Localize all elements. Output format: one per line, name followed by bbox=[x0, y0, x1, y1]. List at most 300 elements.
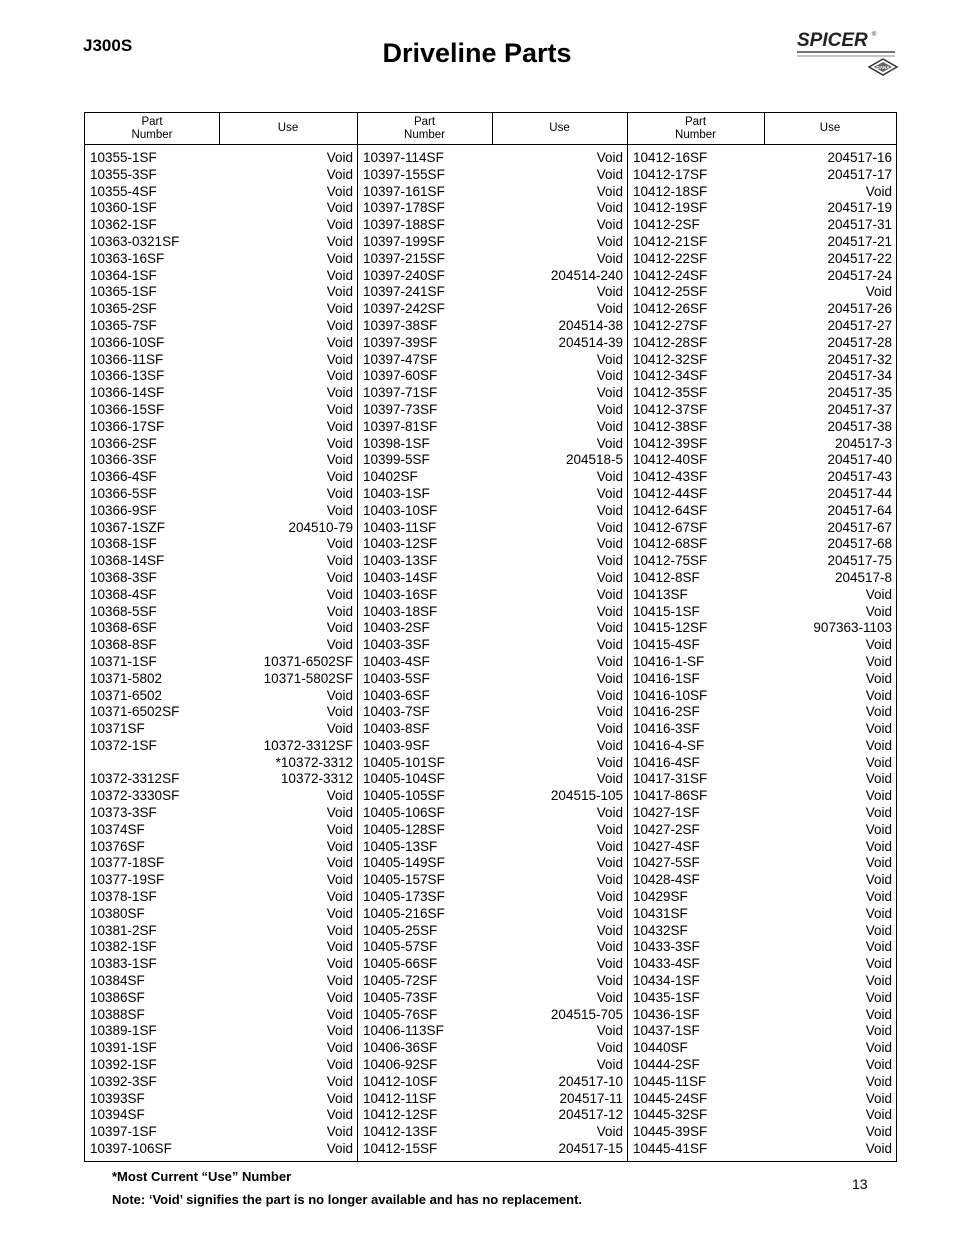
table-row bbox=[85, 1141, 357, 1158]
table-row bbox=[85, 956, 357, 973]
use-value: Void bbox=[326, 586, 353, 602]
part-number: 10413SF bbox=[633, 586, 688, 602]
column-divider bbox=[492, 113, 493, 144]
use-value: Void bbox=[326, 704, 353, 720]
use-value: Void bbox=[596, 418, 623, 434]
table-row bbox=[85, 352, 357, 369]
part-number: 10397-242SF bbox=[363, 301, 445, 317]
use-value: Void bbox=[596, 704, 623, 720]
part-number: 10412-28SF bbox=[633, 334, 708, 350]
part-number: 10405-72SF bbox=[363, 973, 438, 989]
part-number: 10368-5SF bbox=[90, 603, 157, 619]
table-row bbox=[628, 284, 896, 301]
part-number: 10412-26SF bbox=[633, 301, 708, 317]
part-number: 10412-43SF bbox=[633, 469, 708, 485]
table-row bbox=[628, 402, 896, 419]
table-row bbox=[85, 385, 357, 402]
table-row bbox=[628, 704, 896, 721]
part-number: 10403-5SF bbox=[363, 670, 430, 686]
use-value: Void bbox=[326, 485, 353, 501]
use-value: Void bbox=[865, 737, 892, 753]
part-number: 10403-1SF bbox=[363, 485, 430, 501]
table-row bbox=[358, 1124, 627, 1141]
part-number: 10405-216SF bbox=[363, 905, 445, 921]
part-number: 10405-106SF bbox=[363, 805, 445, 821]
use-value: Void bbox=[596, 233, 623, 249]
table-row bbox=[358, 419, 627, 436]
use-value: Void bbox=[596, 385, 623, 401]
table-row bbox=[85, 1040, 357, 1057]
use-value: Void bbox=[865, 872, 892, 888]
table-row bbox=[85, 570, 357, 587]
column-divider bbox=[219, 113, 220, 144]
table-row bbox=[628, 688, 896, 705]
use-value: Void bbox=[596, 586, 623, 602]
part-number: 10405-157SF bbox=[363, 872, 445, 888]
table-row bbox=[358, 738, 627, 755]
use-value: Void bbox=[865, 889, 892, 905]
use-value: 204517-11 bbox=[559, 1090, 623, 1106]
use-value: Void bbox=[326, 939, 353, 955]
part-number: 10405-105SF bbox=[363, 788, 445, 804]
use-value: Void bbox=[596, 351, 623, 367]
part-number: 10405-104SF bbox=[363, 771, 445, 787]
use-value: Void bbox=[596, 502, 623, 518]
table-row bbox=[85, 637, 357, 654]
table-row bbox=[358, 200, 627, 217]
table-row bbox=[85, 251, 357, 268]
table-row bbox=[628, 184, 896, 201]
table-row bbox=[358, 822, 627, 839]
table-row bbox=[358, 973, 627, 990]
part-number: 10397-188SF bbox=[363, 217, 445, 233]
part-number: 10412-22SF bbox=[633, 250, 708, 266]
table-row bbox=[628, 301, 896, 318]
part-number: 10381-2SF bbox=[90, 922, 157, 938]
part-number: 10397-38SF bbox=[363, 317, 438, 333]
part-number: 10403-18SF bbox=[363, 603, 438, 619]
table-row bbox=[358, 654, 627, 671]
part-number: 10445-41SF bbox=[633, 1141, 708, 1157]
part-number: 10403-6SF bbox=[363, 687, 430, 703]
part-number: 10412-19SF bbox=[633, 200, 708, 216]
part-number: 10397-215SF bbox=[363, 250, 445, 266]
table-row bbox=[628, 990, 896, 1007]
use-value: 204517-10 bbox=[558, 1073, 623, 1089]
part-number: 10445-32SF bbox=[633, 1107, 708, 1123]
part-number: 10403-14SF bbox=[363, 569, 438, 585]
part-number: 10374SF bbox=[90, 821, 145, 837]
use-value: 204518-5 bbox=[565, 452, 623, 468]
table-row bbox=[628, 721, 896, 738]
use-value: Void bbox=[326, 250, 353, 266]
use-value: Void bbox=[596, 687, 623, 703]
use-value: 907363-1103 bbox=[813, 620, 892, 636]
use-value: 204517-37 bbox=[827, 401, 892, 417]
table-row bbox=[358, 1141, 627, 1158]
table-row bbox=[358, 1107, 627, 1124]
table-row bbox=[85, 906, 357, 923]
parts-column-3 bbox=[628, 150, 896, 1158]
part-number: 10415-4SF bbox=[633, 637, 700, 653]
table-row bbox=[85, 771, 357, 788]
use-value: 204517-21 bbox=[827, 233, 892, 249]
part-number: 10412-35SF bbox=[633, 385, 708, 401]
table-row bbox=[85, 872, 357, 889]
use-value: Void bbox=[326, 1040, 353, 1056]
part-number: 10427-5SF bbox=[633, 855, 700, 871]
use-value: Void bbox=[596, 284, 623, 300]
use-value: Void bbox=[326, 872, 353, 888]
use-value: Void bbox=[596, 805, 623, 821]
part-number: 10366-10SF bbox=[90, 334, 165, 350]
part-number: 10372-1SF bbox=[90, 737, 157, 753]
use-value: Void bbox=[326, 385, 353, 401]
use-value: Void bbox=[596, 469, 623, 485]
use-value: Void bbox=[326, 435, 353, 451]
use-value: 204514-38 bbox=[558, 317, 623, 333]
part-number: 10402SF bbox=[363, 469, 418, 485]
page-title: Driveline Parts bbox=[382, 38, 572, 68]
part-number: 10372-3312SF bbox=[90, 771, 180, 787]
use-value: Void bbox=[326, 805, 353, 821]
use-value: 204514-240 bbox=[550, 267, 623, 283]
table-row bbox=[85, 923, 357, 940]
table-row bbox=[85, 1074, 357, 1091]
use-value: 204517-38 bbox=[827, 418, 892, 434]
part-number: 10366-9SF bbox=[90, 502, 157, 518]
part-number: 10412-15SF bbox=[363, 1141, 438, 1157]
table-row bbox=[85, 805, 357, 822]
part-number: 10389-1SF bbox=[90, 1023, 157, 1039]
use-value: Void bbox=[596, 838, 623, 854]
part-number: 10376SF bbox=[90, 838, 145, 854]
use-value: Void bbox=[865, 973, 892, 989]
table-row bbox=[628, 923, 896, 940]
use-value: Void bbox=[865, 586, 892, 602]
table-row bbox=[358, 1023, 627, 1040]
header-use: Use bbox=[549, 122, 570, 134]
use-value: 10372-3312 bbox=[280, 771, 353, 787]
table-row bbox=[358, 352, 627, 369]
part-number: 10368-6SF bbox=[90, 620, 157, 636]
table-row bbox=[628, 654, 896, 671]
use-value: Void bbox=[865, 721, 892, 737]
table-row bbox=[85, 268, 357, 285]
table-row bbox=[628, 604, 896, 621]
table-row bbox=[85, 436, 357, 453]
part-number: 10432SF bbox=[633, 922, 688, 938]
use-value: Void bbox=[326, 536, 353, 552]
use-value: Void bbox=[326, 233, 353, 249]
part-number: 10427-4SF bbox=[633, 838, 700, 854]
part-number: 10397-199SF bbox=[363, 233, 445, 249]
part-number: 10412-8SF bbox=[633, 569, 700, 585]
use-value: 204517-35 bbox=[827, 385, 892, 401]
use-value: Void bbox=[326, 855, 353, 871]
table-row bbox=[85, 755, 357, 772]
table-row bbox=[85, 368, 357, 385]
part-number: 10388SF bbox=[90, 1006, 145, 1022]
part-number: 10406-36SF bbox=[363, 1040, 438, 1056]
table-row bbox=[628, 452, 896, 469]
use-value: Void bbox=[326, 418, 353, 434]
table-row bbox=[628, 755, 896, 772]
part-number: 10406-113SF bbox=[363, 1023, 444, 1039]
table-row bbox=[85, 469, 357, 486]
table-row bbox=[85, 1057, 357, 1074]
use-value: Void bbox=[326, 301, 353, 317]
part-number: 10397-73SF bbox=[363, 401, 438, 417]
table-row bbox=[628, 503, 896, 520]
part-number: 10365-2SF bbox=[90, 301, 157, 317]
use-value: Void bbox=[596, 973, 623, 989]
table-row bbox=[358, 469, 627, 486]
use-value: Void bbox=[326, 183, 353, 199]
table-row bbox=[85, 200, 357, 217]
part-number: 10403-9SF bbox=[363, 737, 430, 753]
table-row bbox=[358, 553, 627, 570]
use-value: 204517-8 bbox=[834, 569, 892, 585]
use-value: Void bbox=[326, 569, 353, 585]
part-number: 10412-16SF bbox=[633, 150, 708, 165]
use-value: Void bbox=[596, 1040, 623, 1056]
use-value: Void bbox=[326, 401, 353, 417]
use-value: Void bbox=[865, 838, 892, 854]
use-value: 204517-24 bbox=[827, 267, 892, 283]
table-row bbox=[628, 872, 896, 889]
use-value: Void bbox=[865, 939, 892, 955]
use-value: Void bbox=[326, 905, 353, 921]
use-value: Void bbox=[596, 301, 623, 317]
part-number: 10397-155SF bbox=[363, 166, 445, 182]
table-row bbox=[628, 200, 896, 217]
use-value: Void bbox=[326, 1090, 353, 1106]
table-row bbox=[85, 452, 357, 469]
use-value: Void bbox=[596, 150, 623, 165]
use-value: 204517-16 bbox=[827, 150, 892, 165]
use-value: Void bbox=[596, 771, 623, 787]
parts-table bbox=[84, 112, 897, 1162]
footnote-current-use: *Most Current “Use” Number bbox=[112, 1169, 292, 1184]
table-row bbox=[628, 1107, 896, 1124]
table-row bbox=[628, 839, 896, 856]
use-value: Void bbox=[326, 788, 353, 804]
table-row bbox=[85, 688, 357, 705]
use-value: 204515-105 bbox=[550, 788, 623, 804]
part-number: 10415-1SF bbox=[633, 603, 700, 619]
use-value: Void bbox=[865, 603, 892, 619]
part-number: 10405-128SF bbox=[363, 821, 445, 837]
part-number: 10416-3SF bbox=[633, 721, 700, 737]
part-number: 10364-1SF bbox=[90, 267, 157, 283]
use-value: Void bbox=[326, 553, 353, 569]
use-value: Void bbox=[596, 183, 623, 199]
table-row bbox=[628, 368, 896, 385]
table-row bbox=[358, 923, 627, 940]
part-number: 10378-1SF bbox=[90, 889, 157, 905]
part-number: 10366-2SF bbox=[90, 435, 157, 451]
table-row bbox=[628, 906, 896, 923]
table-row bbox=[85, 150, 357, 167]
table-row bbox=[628, 1040, 896, 1057]
table-row bbox=[358, 503, 627, 520]
part-number: 10366-4SF bbox=[90, 469, 157, 485]
svg-text:SPICER: SPICER bbox=[797, 30, 868, 51]
part-number: 10427-2SF bbox=[633, 821, 700, 837]
use-value: Void bbox=[865, 922, 892, 938]
table-row bbox=[628, 536, 896, 553]
part-number: 10403-13SF bbox=[363, 553, 438, 569]
table-row bbox=[85, 788, 357, 805]
table-row bbox=[358, 318, 627, 335]
table-row bbox=[628, 1124, 896, 1141]
use-value: 204510-79 bbox=[288, 519, 353, 535]
table-row bbox=[85, 536, 357, 553]
use-value: 204515-705 bbox=[550, 1006, 623, 1022]
table-row bbox=[358, 855, 627, 872]
table-row bbox=[628, 385, 896, 402]
part-number: 10412-25SF bbox=[633, 284, 708, 300]
table-row bbox=[628, 771, 896, 788]
header-part-number: Part Number bbox=[131, 115, 173, 141]
svg-text:®: ® bbox=[872, 32, 877, 38]
table-row bbox=[85, 939, 357, 956]
table-row bbox=[358, 872, 627, 889]
table-row bbox=[628, 419, 896, 436]
catalog-code: J300S bbox=[83, 36, 133, 55]
use-value: Void bbox=[326, 1073, 353, 1089]
use-value: Void bbox=[596, 872, 623, 888]
use-value: Void bbox=[865, 1006, 892, 1022]
table-row bbox=[628, 436, 896, 453]
table-row bbox=[358, 284, 627, 301]
table-header bbox=[85, 113, 896, 145]
use-value: 204517-26 bbox=[827, 301, 892, 317]
part-number: 10397-1SF bbox=[90, 1124, 157, 1140]
use-value: Void bbox=[596, 989, 623, 1005]
use-value: Void bbox=[596, 536, 623, 552]
part-number: 10431SF bbox=[633, 905, 688, 921]
table-row bbox=[85, 822, 357, 839]
part-number: 10405-57SF bbox=[363, 939, 438, 955]
part-number: 10403-10SF bbox=[363, 502, 438, 518]
table-row bbox=[628, 234, 896, 251]
use-value: *10372-3312 bbox=[275, 754, 353, 770]
part-number: 10397-71SF bbox=[363, 385, 438, 401]
part-number: 10392-3SF bbox=[90, 1073, 157, 1089]
table-row bbox=[358, 604, 627, 621]
table-row bbox=[628, 1091, 896, 1108]
part-number: 10440SF bbox=[633, 1040, 688, 1056]
part-number: 10412-68SF bbox=[633, 536, 708, 552]
part-number: 10362-1SF bbox=[90, 217, 157, 233]
table-row bbox=[628, 520, 896, 537]
use-value: 10371-6502SF bbox=[263, 653, 353, 669]
use-value: Void bbox=[596, 217, 623, 233]
use-value: Void bbox=[326, 1057, 353, 1073]
part-number: 10366-5SF bbox=[90, 485, 157, 501]
part-number: 10355-3SF bbox=[90, 166, 157, 182]
part-number: 10368-3SF bbox=[90, 569, 157, 585]
part-number: 10371-6502SF bbox=[90, 704, 180, 720]
svg-text:DANA: DANA bbox=[876, 64, 890, 70]
part-number: 10392-1SF bbox=[90, 1057, 157, 1073]
part-number: 10363-16SF bbox=[90, 250, 165, 266]
part-number: 10445-11SF bbox=[633, 1073, 707, 1089]
part-number: 10417-31SF bbox=[633, 771, 708, 787]
table-row bbox=[628, 788, 896, 805]
use-value: Void bbox=[326, 956, 353, 972]
use-value: Void bbox=[326, 620, 353, 636]
use-value: Void bbox=[596, 956, 623, 972]
table-row bbox=[628, 217, 896, 234]
part-number: 10412-11SF bbox=[363, 1090, 437, 1106]
table-row bbox=[85, 318, 357, 335]
part-number: 10412-32SF bbox=[633, 351, 708, 367]
part-number: 10397-161SF bbox=[363, 183, 445, 199]
use-value: Void bbox=[596, 569, 623, 585]
part-number: 10365-1SF bbox=[90, 284, 157, 300]
use-value: 204517-15 bbox=[558, 1141, 623, 1157]
use-value: Void bbox=[326, 150, 353, 165]
use-value: 204517-64 bbox=[827, 502, 892, 518]
use-value: Void bbox=[596, 721, 623, 737]
part-number: 10394SF bbox=[90, 1107, 145, 1123]
use-value: Void bbox=[865, 1057, 892, 1073]
use-value: Void bbox=[865, 653, 892, 669]
use-value: Void bbox=[326, 469, 353, 485]
part-number: 10412-24SF bbox=[633, 267, 708, 283]
table-row bbox=[85, 419, 357, 436]
table-row bbox=[85, 301, 357, 318]
table-row bbox=[85, 654, 357, 671]
part-number: 10412-64SF bbox=[633, 502, 708, 518]
use-value: 204517-40 bbox=[827, 452, 892, 468]
table-row bbox=[358, 1091, 627, 1108]
use-value: Void bbox=[326, 351, 353, 367]
table-row bbox=[85, 234, 357, 251]
part-number: 10405-76SF bbox=[363, 1006, 438, 1022]
part-number: 10366-3SF bbox=[90, 452, 157, 468]
use-value: Void bbox=[596, 553, 623, 569]
table-row bbox=[85, 284, 357, 301]
use-value: 204517-17 bbox=[827, 166, 892, 182]
table-row bbox=[628, 738, 896, 755]
part-number: 10397-39SF bbox=[363, 334, 438, 350]
use-value: Void bbox=[865, 1090, 892, 1106]
table-row bbox=[628, 251, 896, 268]
part-number: 10365-7SF bbox=[90, 317, 157, 333]
part-number: 10377-19SF bbox=[90, 872, 165, 888]
part-number: 10371-6502 bbox=[90, 687, 163, 703]
part-number: 10397-241SF bbox=[363, 284, 445, 300]
part-number: 10434-1SF bbox=[633, 973, 700, 989]
table-row bbox=[358, 234, 627, 251]
use-value: 204517-68 bbox=[827, 536, 892, 552]
table-row bbox=[628, 553, 896, 570]
part-number: 10436-1SF bbox=[633, 1006, 700, 1022]
table-row bbox=[358, 368, 627, 385]
table-row bbox=[358, 268, 627, 285]
part-number: 10377-18SF bbox=[90, 855, 165, 871]
part-number: 10435-1SF bbox=[633, 989, 700, 1005]
table-row bbox=[85, 839, 357, 856]
table-row bbox=[628, 335, 896, 352]
table-row bbox=[628, 805, 896, 822]
part-number: 10412-2SF bbox=[633, 217, 700, 233]
use-value: Void bbox=[596, 1023, 623, 1039]
